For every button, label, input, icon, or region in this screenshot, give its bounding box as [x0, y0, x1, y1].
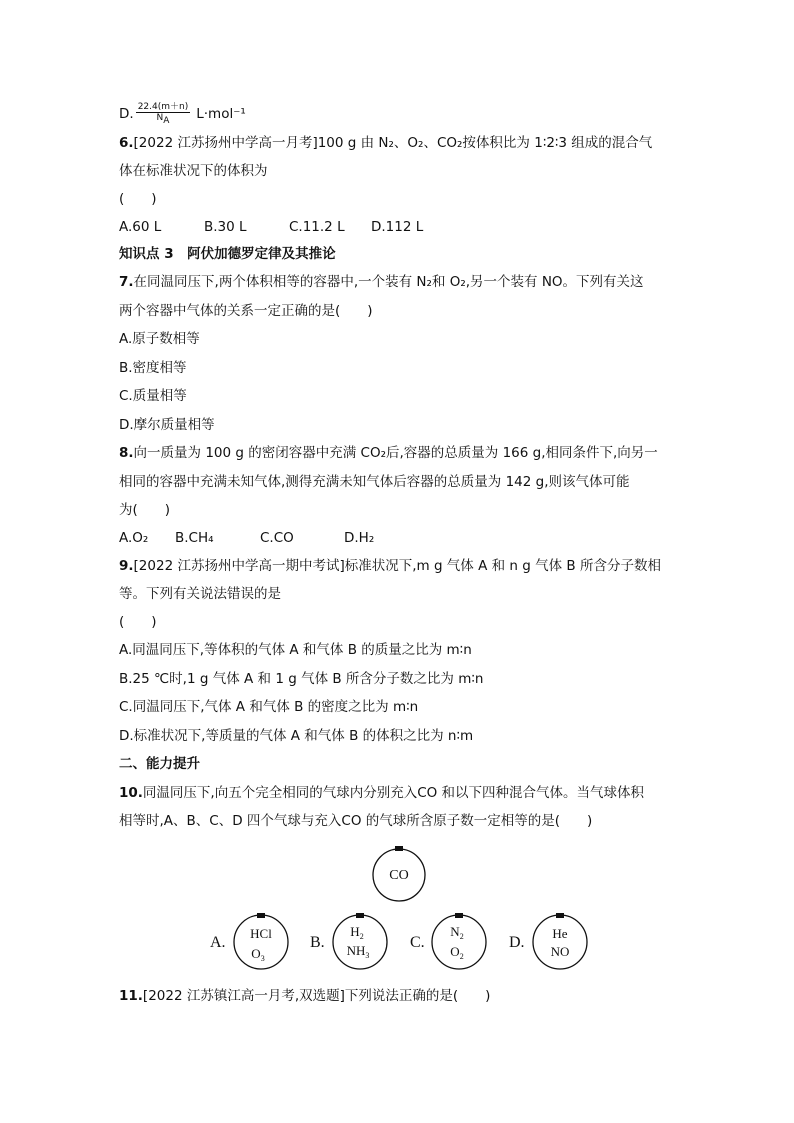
q6-option-a: A.60 L	[119, 219, 162, 235]
svg-text:O3	[251, 946, 264, 963]
q6-line1: 6.[2022 江苏扬州中学高一月考]100 g 由 N₂、O₂、CO₂按体积比为 1∶2∶3 组成的混合气	[119, 135, 653, 151]
balloon-c-top: N	[450, 924, 460, 939]
q8-line2: 相同的容器中充满未知气体,测得充满未知气体后容器的总质量为 142 g,则该气体可能	[119, 474, 630, 490]
q9-line1: 9.[2022 江苏扬州中学高一期中考试]标准状况下,m g 气体 A 和 n g 气体 B 所含分子数相	[119, 558, 661, 574]
q7-option-c: C.质量相等	[119, 388, 187, 404]
balloon-c-top-sub: 2	[459, 932, 464, 941]
balloon-d	[533, 913, 587, 969]
q7-line1: 7.在同温同压下,两个体积相等的容器中,一个装有 N₂和 O₂,另一个装有 NO。下列有关这	[119, 274, 644, 290]
q8-line1: 8.向一质量为 100 g 的密闭容器中充满 CO₂后,容器的总质量为 166 g,相同条件下,向另一	[119, 445, 658, 461]
q10-line1: 10.同温同压下,向五个完全相同的气球内分别充入CO 和以下四种混合气体。当气球体积	[119, 785, 645, 801]
section-3-heading: 知识点 3 阿伏加德罗定律及其推论	[119, 246, 336, 262]
q8-option-b: B.CH₄	[175, 530, 214, 546]
svg-text:O2	[450, 944, 463, 961]
q5-option-d-label: D.	[119, 106, 134, 122]
balloon-diagram	[0, 840, 794, 980]
q6-line2: 体在标准状况下的体积为	[119, 163, 268, 179]
q8-line3: 为( )	[119, 502, 171, 518]
balloon-a-letter: A.	[210, 934, 226, 951]
q7-option-a: A.原子数相等	[119, 331, 200, 347]
fraction-denominator: $N_A$	[156, 113, 170, 126]
q10-line2: 相等时,A、B、C、D 四个气球与充入CO 的气球所含原子数一定相等的是( )	[119, 813, 593, 829]
balloon-d-top: He	[552, 926, 568, 941]
fraction-numerator: 22.4(m＋n)	[137, 102, 189, 112]
balloon-a	[234, 913, 288, 969]
balloon-b-letter: B.	[310, 934, 325, 951]
svg-text:H2	[350, 924, 363, 941]
q6-options	[119, 218, 423, 236]
balloon-a-bottom: O	[251, 946, 261, 961]
balloon-d-letter: D.	[509, 934, 525, 951]
svg-text:N2	[450, 924, 463, 941]
q7-option-d: D.摩尔质量相等	[119, 417, 215, 433]
balloon-b-top-sub: 2	[359, 932, 364, 941]
q9-line2: 等。下列有关说法错误的是	[119, 586, 281, 602]
balloon-a-bottom-sub: 3	[260, 954, 265, 963]
q11-line1: 11.[2022 江苏镇江高一月考,双选题]下列说法正确的是( )	[119, 988, 491, 1004]
balloon-co	[373, 846, 425, 901]
q5-option-d	[119, 102, 246, 126]
q6-bracket: ( )	[119, 191, 157, 207]
q6-option-d: D.112 L	[371, 219, 424, 235]
balloon-c-bottom: O	[450, 944, 460, 959]
balloon-b	[333, 913, 387, 969]
q9-option-c: C.同温同压下,气体 A 和气体 B 的密度之比为 m∶n	[119, 699, 419, 715]
q9-option-d: D.标准状况下,等质量的气体 A 和气体 B 的体积之比为 n∶m	[119, 728, 474, 744]
fraction	[136, 102, 191, 126]
balloon-b-bottom: NH	[346, 943, 366, 958]
balloon-b-top: H	[350, 924, 360, 939]
q7-option-b: B.密度相等	[119, 360, 187, 376]
q9-bracket: ( )	[119, 614, 157, 630]
q6-option-b: B.30 L	[204, 219, 247, 235]
balloon-b-bottom-sub: 3	[365, 951, 370, 960]
section-ability-heading: 二、能力提升	[119, 756, 200, 772]
svg-text:NH3	[347, 943, 370, 960]
balloon-c-bottom-sub: 2	[459, 952, 464, 961]
q8-option-c: C.CO	[260, 530, 294, 546]
balloon-c	[432, 913, 486, 969]
balloon-d-bottom: NO	[550, 944, 570, 959]
q8-option-d: D.H₂	[344, 530, 375, 546]
q8-option-a: A.O₂	[119, 530, 149, 546]
balloon-c-letter: C.	[410, 934, 425, 951]
q6-option-c: C.11.2 L	[289, 219, 345, 235]
q5-option-d-unit: L·mol⁻¹	[196, 106, 246, 122]
balloon-a-top: HCl	[250, 926, 272, 941]
q9-option-b: B.25 ℃时,1 g 气体 A 和 1 g 气体 B 所含分子数之比为 m∶n	[119, 671, 484, 687]
balloon-co-label: CO	[389, 868, 409, 883]
q9-option-a: A.同温同压下,等体积的气体 A 和气体 B 的质量之比为 m∶n	[119, 642, 472, 658]
q8-options	[119, 529, 374, 547]
q7-line2: 两个容器中气体的关系一定正确的是( )	[119, 303, 373, 319]
